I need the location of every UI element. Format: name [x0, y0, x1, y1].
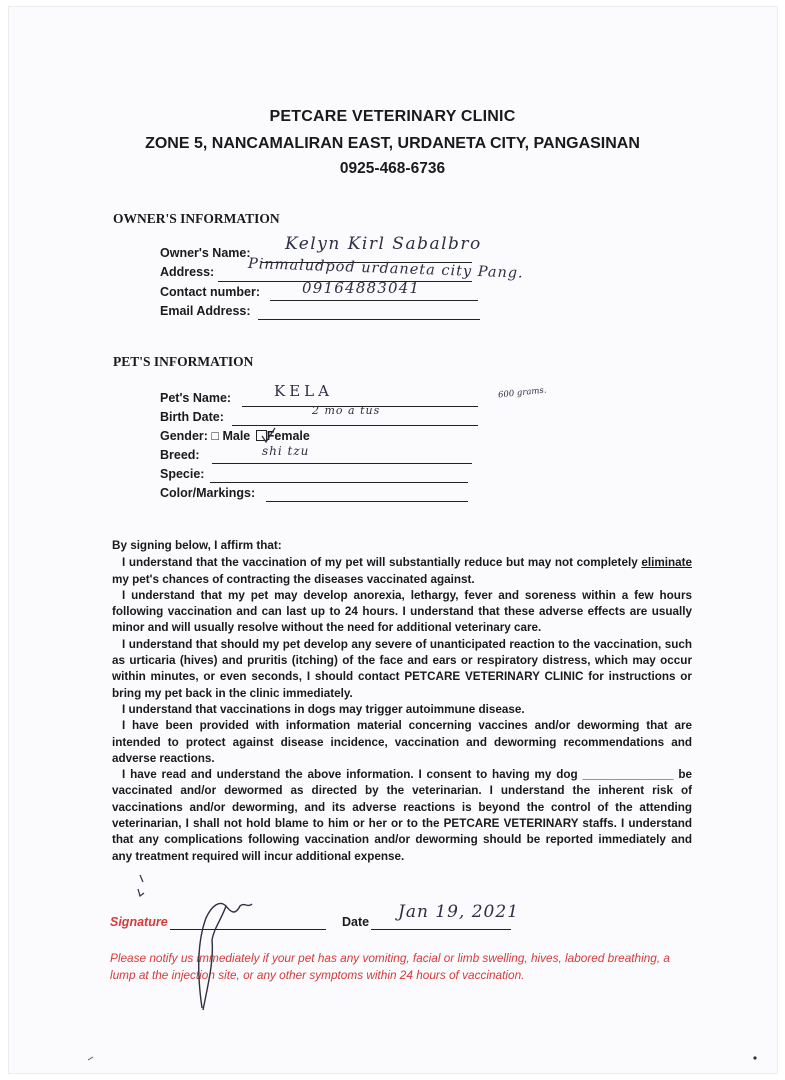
pet-birth-value: 2 mo a tus: [312, 404, 381, 417]
gender-label: Gender:: [160, 429, 208, 443]
owner-address-label: Address:: [160, 265, 215, 279]
owner-email-line[interactable]: [258, 319, 480, 320]
consent-paragraph-5: I have been provided with information material concerning vaccines and/or deworming that are intended to protect against disease incidence, vaccination and deworming recommendations and adverse reactions.: [112, 719, 692, 765]
clinic-address: ZONE 5, NANCAMALIRAN EAST, URDANETA CITY, PANGASINAN: [145, 135, 640, 152]
clinic-phone: 0925-468-6736: [339, 160, 446, 177]
owner-name-value: Kelyn Kirl Sabalbro: [285, 234, 482, 254]
pet-name-label: Pet's Name:: [160, 391, 232, 405]
date-label: Date: [342, 915, 370, 929]
pet-gender-row: [160, 429, 310, 443]
pet-breed-line[interactable]: [212, 463, 472, 464]
pet-section-title: PET'S INFORMATION: [113, 354, 254, 369]
owner-name-label: Owner's Name:: [160, 246, 251, 260]
owner-contact-label: Contact number:: [160, 285, 260, 299]
pet-birth-line[interactable]: [232, 425, 478, 426]
pet-breed-label: Breed:: [160, 448, 200, 462]
date-value: Jan 19, 2021: [398, 902, 520, 922]
male-checkbox[interactable]: □: [211, 429, 219, 443]
consent-paragraph-1: I understand that the vaccination of my pet will substantially reduce but may not completely eliminate my pet's chances of contracting the diseases vaccinated against.: [112, 556, 692, 586]
consent-paragraph-4: I understand that vaccinations in dogs may trigger autoimmune disease.: [122, 702, 525, 716]
owner-email-label: Email Address:: [160, 304, 251, 318]
consent-paragraph-6: I have read and understand the above information. I consent to having my dog ______________ be vaccinated and/or dewormed as directed by the veterinarian. I understand the inherent risk of vaccinations and/or deworming, and its adverse reactions is beyond the control of the attending veterinarian, I shall not hold blame to him or her or to the PETCARE VETERINARY staffs. I understand that any complications following vaccination and/or deworming should be reported immediately and any treatment required will incur additional expense.: [112, 768, 693, 863]
signature-label: Signature: [110, 915, 168, 929]
underlined-word: eliminate: [641, 556, 692, 570]
aftercare-notice: Please notify us immediately if your pet has any vomiting, facial or limb swelling, hives, labored breathing, a lump at the injection site, or any other symptoms within 24 hours of vaccination.: [110, 951, 670, 982]
female-label: Female: [266, 429, 310, 443]
female-checkbox[interactable]: [256, 430, 267, 441]
pet-color-label: Color/Markings:: [160, 486, 256, 500]
signature-line[interactable]: [170, 929, 326, 930]
owner-contact-line[interactable]: [270, 300, 478, 301]
owner-section-title: OWNER'S INFORMATION: [113, 211, 280, 226]
pet-breed-value: shi tzu: [262, 444, 310, 458]
pet-birth-label: Birth Date:: [160, 410, 224, 424]
date-line[interactable]: [371, 929, 511, 930]
owner-address-value: Pinmaludpod urdaneta city Pang.: [247, 256, 524, 282]
male-label: Male: [222, 429, 251, 443]
pet-color-line[interactable]: [266, 501, 468, 502]
dog-name-blank[interactable]: ______________: [582, 768, 674, 782]
pet-weight-note: 600 grams.: [497, 385, 548, 401]
consent-paragraph-2: I understand that my pet may develop anorexia, lethargy, fever and soreness within a few hours following vaccination and can last up to 24 hours. I understand that these adverse effects are usually minor and will usually resolve without the need for additional veterinary care.: [112, 588, 692, 635]
clinic-name: PETCARE VETERINARY CLINIC: [269, 108, 516, 125]
pet-name-value: KELA: [274, 382, 333, 400]
pet-specie-label: Specie:: [160, 467, 205, 481]
owner-contact-value: 09164883041: [302, 279, 421, 297]
consent-paragraph-3: I understand that should my pet develop any severe of unanticipated reaction to the vaccination, such as urticaria (hives) and pruritis (itching) of the face and ears or respiratory distress, which may occur within minutes, or even seconds, I should contact PETCARE VETERINARY CLINIC for instructions or bring my pet back in the clinic immediately.: [112, 637, 692, 700]
pet-specie-line[interactable]: [210, 482, 468, 483]
consent-lead: By signing below, I affirm that:: [112, 539, 282, 552]
consent-body: [112, 538, 692, 865]
